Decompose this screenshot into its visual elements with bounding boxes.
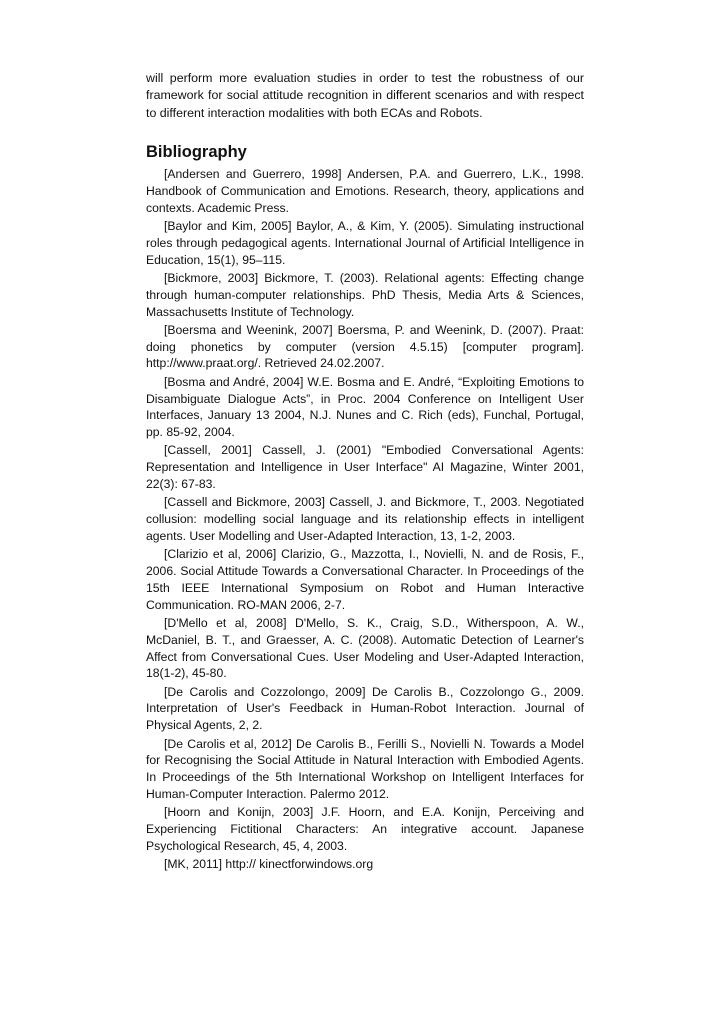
page-content bbox=[146, 70, 584, 874]
reference-bickmore-2003: [Bickmore, 2003] Bickmore, T. (2003). Relational agents: Effecting change through human-computer relationships. PhD Thesis, Media Arts & Sciences, Massachusetts Institute of Technology. bbox=[146, 271, 584, 319]
reference-de-carolis-2012: [De Carolis et al, 2012] De Carolis B., Ferilli S., Novielli N. Towards a Model for Recognising the Social Attitude in Natural Interaction with Embodied Agents. In Proceedings of the 5th International Workshop on Intelligent Interfaces for Human-Computer Interaction. Palermo 2012. bbox=[146, 736, 584, 801]
intro-paragraph: will perform more evaluation studies in order to test the robustness of our framework for social attitude recognition in different scenarios and with respect to different interaction modalities with both ECAs and Robots. bbox=[146, 71, 584, 120]
reference-boersma-2007: [Boersma and Weenink, 2007] Boersma, P. and Weenink, D. (2007). Praat: doing phonetics by computer (version 4.5.15) [computer program]. http://www.praat.org/. Retrieved 24.02.2007. bbox=[146, 322, 584, 371]
reference-de-carolis-2009: [De Carolis and Cozzolongo, 2009] De Carolis B., Cozzolongo G., 2009. Interpretation of User's Feedback in Human-Robot Interaction. Journal of Physical Agents, 2, 2. bbox=[146, 684, 584, 733]
reference-mk-2011: [MK, 2011] http:// kinectforwindows.org bbox=[164, 857, 374, 872]
reference-cassell-2001: [Cassell, 2001] Cassell, J. (2001) "Embodied Conversational Agents: Representation and Intelligence in User Interface" AI Magazine, Winter 2001, 22(3): 67-83. bbox=[146, 443, 584, 492]
reference-clarizio-2006: [Clarizio et al, 2006] Clarizio, G., Mazzotta, I., Novielli, N. and de Rosis, F., 2006. Social Attitude Towards a Conversational Character. In Proceedings of the 15th IEEE International Symposium on Robot and Human Interactive Communication. RO-MAN 2006, 2-7. bbox=[146, 547, 584, 612]
bibliography-list bbox=[146, 166, 584, 873]
reference-andersen-1998: [Andersen and Guerrero, 1998] Andersen, P.A. and Guerrero, L.K., 1998. Handbook of Communication and Emotions. Research, theory, applications and contexts. Academic Press. bbox=[146, 167, 584, 215]
reference-cassell-bickmore-2003: [Cassell and Bickmore, 2003] Cassell, J. and Bickmore, T., 2003. Negotiated collusion: modelling social language and its relationship effects in intelligent agents. User Modelling and User-Adapted Interaction, 13, 1-2, 2003. bbox=[146, 495, 584, 543]
reference-dmello-2008: [D'Mello et al, 2008] D'Mello, S. K., Craig, S.D., Witherspoon, A. W., McDaniel, B. T., and Graesser, A. C. (2008). Automatic Detection of Learner's Affect from Conversational Cues. User Modeling and User-Adapted Interaction, 18(1-2), 45-80. bbox=[146, 615, 584, 681]
bibliography-heading: Bibliography bbox=[146, 143, 247, 162]
reference-bosma-2004: [Bosma and André, 2004] W.E. Bosma and E. André, “Exploiting Emotions to Disambiguate Dialogue Acts”, in Proc. 2004 Conference on Intelligent User Interfaces, January 13 2004, N.J. Nunes and C. Rich (eds), Funchal, Portugal, pp. 85-92, 2004. bbox=[146, 374, 584, 440]
reference-baylor-2005: [Baylor and Kim, 2005] Baylor, A., & Kim, Y. (2005). Simulating instructional roles through pedagogical agents. International Journal of Artificial Intelligence in Education, 15(1), 95–115. bbox=[146, 219, 584, 267]
reference-hoorn-2003: [Hoorn and Konijn, 2003] J.F. Hoorn, and E.A. Konijn, Perceiving and Experiencing Fictitional Characters: An integrative account. Japanese Psychological Research, 45, 4, 2003. bbox=[146, 805, 584, 853]
